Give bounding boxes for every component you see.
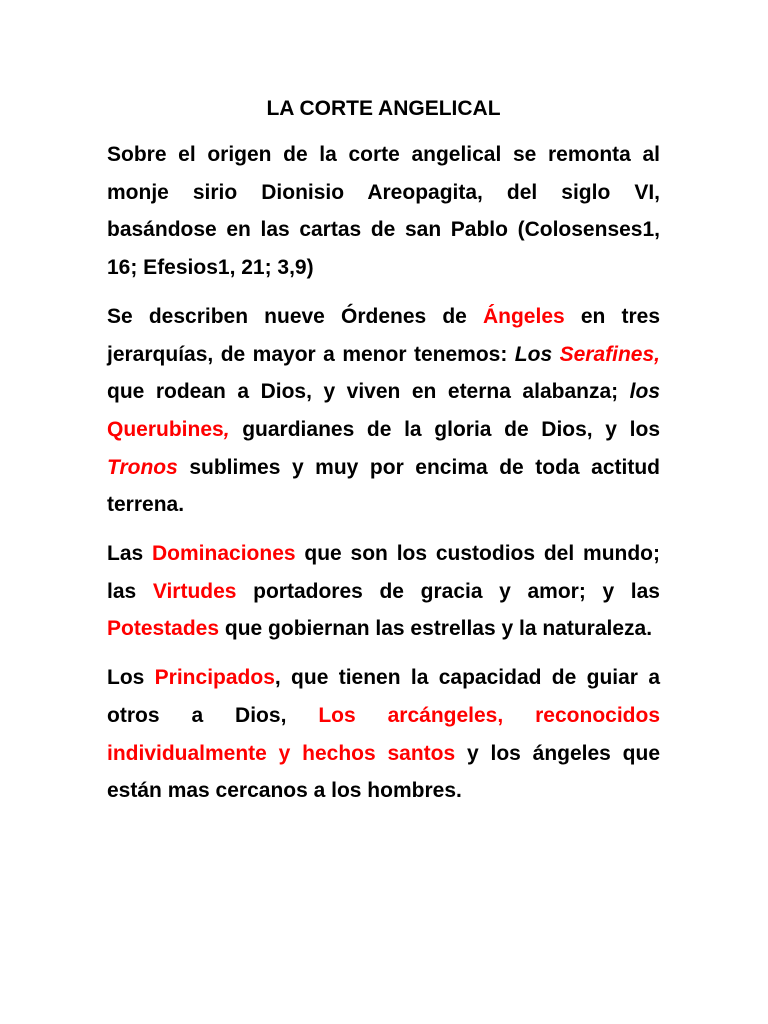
document-title: LA CORTE ANGELICAL bbox=[266, 97, 501, 120]
paragraph-text: guardianes de la gloria de Dios, y los bbox=[229, 417, 660, 441]
paragraph-text: que rodean a Dios, y viven en eterna alabanza; bbox=[107, 380, 630, 404]
paragraph-text: y los ángeles que están mas cercanos a los hombres. bbox=[107, 741, 660, 803]
paragraph-text: en tres jerarquías, de mayor a menor tenemos: bbox=[107, 304, 660, 366]
paragraph-2 bbox=[107, 298, 660, 524]
paragraph-text: , que tienen la capacidad de guiar a otros a Dios, bbox=[107, 666, 660, 727]
paragraph-1 bbox=[107, 136, 660, 287]
highlighted-term: Potestades bbox=[107, 617, 220, 641]
paragraph-text: Se describen nueve Órdenes de bbox=[107, 304, 483, 328]
highlighted-term: Querubines bbox=[107, 417, 224, 441]
highlighted-term: , bbox=[223, 417, 230, 441]
paragraph-text: Los bbox=[107, 666, 155, 690]
highlighted-term: Tronos bbox=[107, 455, 178, 479]
highlighted-term: Dominaciones bbox=[152, 542, 296, 566]
paragraph-text: que gobiernan las estrellas y la naturaleza. bbox=[219, 617, 653, 641]
paragraph-4 bbox=[107, 659, 660, 810]
highlighted-term: Serafines, bbox=[559, 342, 660, 366]
document-page bbox=[107, 92, 660, 821]
paragraph-text: portadores de gracia y amor; y las bbox=[236, 579, 660, 603]
paragraph-text: Los bbox=[514, 342, 560, 366]
highlighted-term: Los arcángeles, reconocidos individualmente y hechos santos bbox=[107, 703, 660, 765]
highlighted-term: Virtudes bbox=[152, 579, 237, 603]
paragraph-text: que son los custodios del mundo; las bbox=[107, 542, 660, 603]
paragraph-3 bbox=[107, 535, 660, 648]
paragraph-text: Las bbox=[107, 542, 153, 566]
paragraph-text: los bbox=[629, 380, 660, 404]
paragraph-text: sublimes y muy por encima de toda actitud terrena. bbox=[107, 455, 660, 517]
highlighted-term: Principados bbox=[154, 666, 275, 690]
paragraph-text: Sobre el origen de la corte angelical se remonta al monje sirio Dionisio Areopagita, del siglo VI, basándose en las cartas de san Pablo (Colosenses1, 16; Efesios1, 21; 3,9) bbox=[107, 143, 660, 280]
document-body bbox=[107, 136, 660, 810]
highlighted-term: Ángeles bbox=[482, 304, 565, 328]
